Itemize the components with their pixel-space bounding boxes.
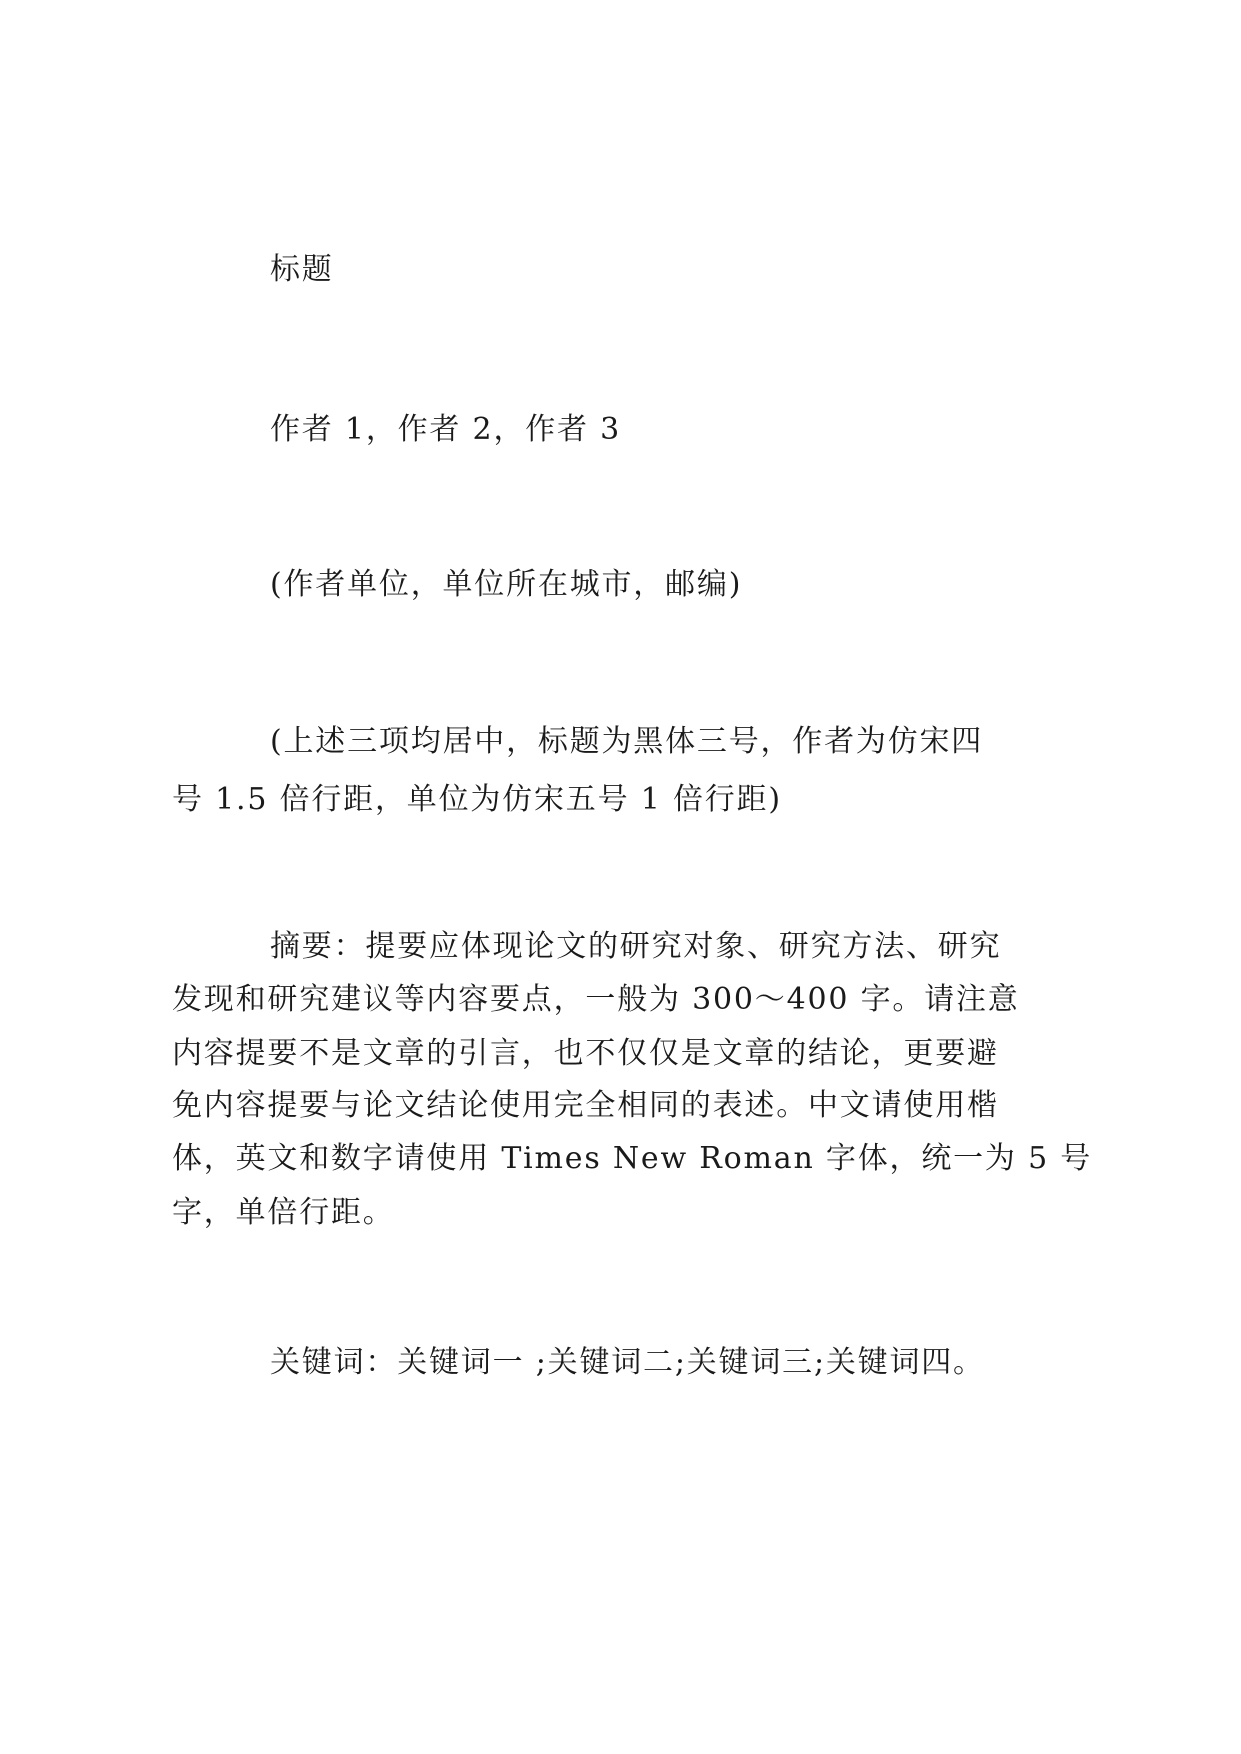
paper-title: 标题: [270, 252, 334, 287]
author-list: 作者 1，作者 2，作者 3: [270, 412, 622, 447]
abstract-line: 体，英文和数字请使用 Times New Roman 字体，统一为 5 号: [172, 1141, 1093, 1176]
formatting-note-line: 号 1.5 倍行距，单位为仿宋五号 1 倍行距): [172, 782, 782, 817]
abstract-line: 发现和研究建议等内容要点，一般为 300～400 字。请注意: [172, 982, 1020, 1017]
author-affiliation: (作者单位，单位所在城市，邮编): [270, 567, 743, 602]
keywords-line: 关键词：关键词一 ;关键词二;关键词三;关键词四。: [270, 1345, 985, 1380]
formatting-note-line: (上述三项均居中，标题为黑体三号，作者为仿宋四: [270, 724, 984, 759]
abstract-line: 内容提要不是文章的引言，也不仅仅是文章的结论，更要避: [172, 1036, 999, 1071]
abstract-line: 摘要：提要应体现论文的研究对象、研究方法、研究: [270, 929, 1002, 964]
abstract-line: 免内容提要与论文结论使用完全相同的表述。中文请使用楷: [172, 1088, 999, 1123]
abstract-line: 字，单倍行距。: [172, 1195, 395, 1230]
